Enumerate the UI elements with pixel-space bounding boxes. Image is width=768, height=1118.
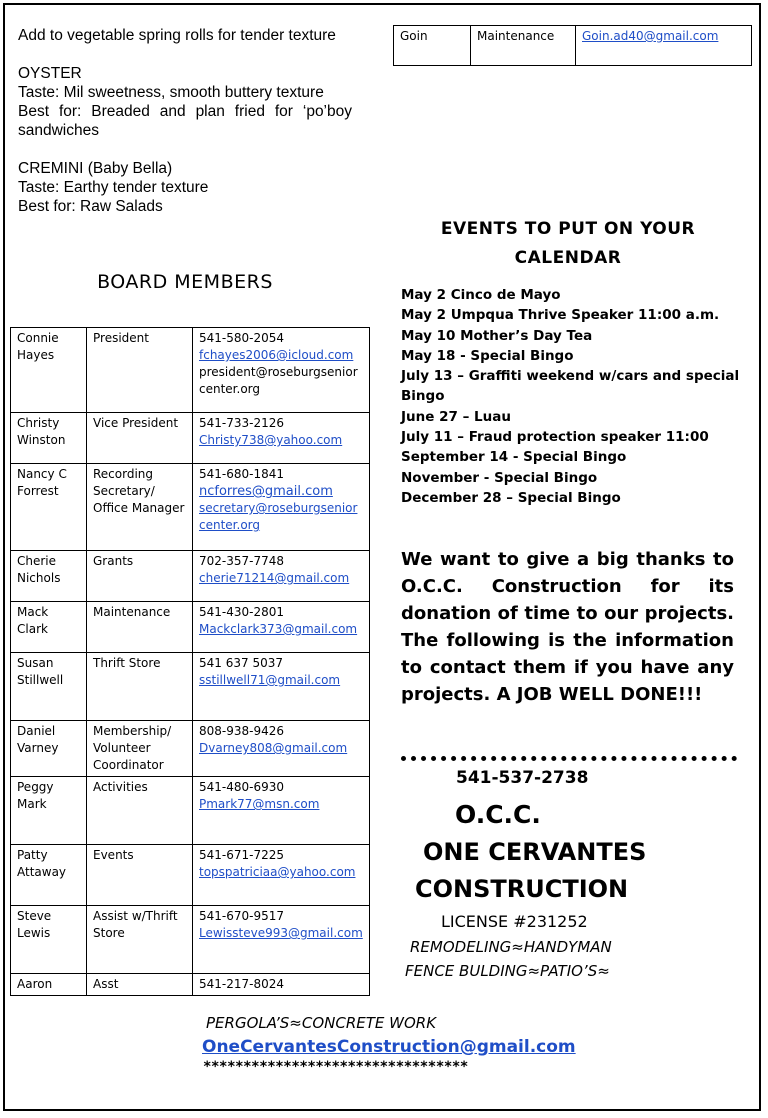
member-phone: 541-580-2054	[199, 331, 285, 345]
member-phone: 702-357-7748	[199, 554, 285, 568]
member-contact	[193, 328, 370, 413]
table-row	[11, 906, 370, 974]
event-item: November - Special Bingo	[401, 469, 598, 486]
member-contact	[193, 777, 370, 845]
event-item: July 13 – Graffiti weekend w/cars and special Bingo	[401, 368, 740, 405]
mushroom-name: CREMINI (Baby Bella)	[18, 160, 173, 177]
star-divider: *********************************	[203, 1059, 468, 1075]
event-item: May 2 Umpqua Thrive Speaker 11:00 a.m.	[401, 307, 720, 324]
table-row	[11, 777, 370, 845]
table-row	[11, 974, 370, 996]
member-role: Vice President	[87, 413, 193, 464]
member-contact	[576, 26, 752, 66]
occ-license: LICENSE #231252	[441, 912, 588, 931]
table-row	[11, 328, 370, 413]
email-link[interactable]: Christy738@yahoo.com	[199, 433, 343, 447]
member-role: Maintenance	[471, 26, 576, 66]
board-members-table	[10, 327, 370, 996]
member-name: Peggy Mark	[11, 777, 87, 845]
member-name: Mack Clark	[11, 602, 87, 653]
goin-table	[393, 25, 752, 66]
member-phone: 541 637 5037	[199, 656, 283, 670]
intro-line: Add to vegetable spring rolls for tender texture	[18, 27, 336, 44]
event-item: December 28 – Special Bingo	[401, 489, 621, 506]
email-link[interactable]: sstillwell71@gmail.com	[199, 673, 341, 687]
dotted-divider	[401, 756, 737, 761]
board-heading: BOARD MEMBERS	[97, 271, 273, 293]
thanks-paragraph: We want to give a big thanks to O.C.C. Construction for its donation of time to our projects. The following is the information to contact them if you have any projects. A JOB WELL DONE!!!	[401, 549, 734, 705]
member-contact	[193, 551, 370, 602]
member-role: Activities	[87, 777, 193, 845]
member-role: Events	[87, 845, 193, 906]
email-link[interactable]: fchayes2006@icloud.com	[199, 348, 354, 362]
member-phone: 808-938-9426	[199, 724, 285, 738]
email-link[interactable]: topspatriciaa@yahoo.com	[199, 865, 356, 879]
member-contact	[193, 653, 370, 721]
mushroom-best-for: Best for: Breaded and plan fried for ‘po’boy sandwiches	[18, 103, 352, 139]
member-name: Steve Lewis	[11, 906, 87, 974]
member-name: Patty Attaway	[11, 845, 87, 906]
member-role: President	[87, 328, 193, 413]
member-contact	[193, 602, 370, 653]
table-row	[11, 653, 370, 721]
member-contact	[193, 721, 370, 777]
member-name: Connie Hayes	[11, 328, 87, 413]
event-item: September 14 - Special Bingo	[401, 449, 627, 466]
events-list	[401, 285, 741, 508]
member-contact	[193, 464, 370, 551]
member-email-secondary: president@roseburgseniorcenter.org	[199, 365, 358, 396]
email-link[interactable]: Lewissteve993@gmail.com	[199, 926, 363, 940]
event-item: July 11 – Fraud protection speaker 11:00	[401, 429, 709, 446]
event-item: May 18 - Special Bingo	[401, 347, 574, 364]
email-link[interactable]: ncforres@gmail.com	[199, 484, 333, 499]
member-role: Grants	[87, 551, 193, 602]
table-row	[11, 464, 370, 551]
member-role: Membership/ Volunteer Coordinator	[87, 721, 193, 777]
member-role: Thrift Store	[87, 653, 193, 721]
mushroom-taste: Taste: Earthy tender texture	[18, 179, 209, 196]
occ-name-line2: CONSTRUCTION	[415, 875, 629, 903]
table-row	[11, 413, 370, 464]
email-link[interactable]: Mackclark373@gmail.com	[199, 622, 358, 636]
member-contact	[193, 906, 370, 974]
member-phone: 541-670-9517	[199, 909, 285, 923]
member-name: Aaron	[11, 974, 87, 996]
mushroom-taste: Taste: Mil sweetness, smooth buttery texture	[18, 84, 324, 101]
event-item: May 10 Mother’s Day Tea	[401, 327, 593, 344]
member-role: Recording Secretary/ Office Manager	[87, 464, 193, 551]
member-phone: 541-680-1841	[199, 467, 285, 481]
occ-services-line1: REMODELING≈HANDYMAN	[410, 938, 612, 956]
mushroom-name: OYSTER	[18, 65, 82, 82]
member-name: Daniel Varney	[11, 721, 87, 777]
member-phone: 541-733-2126	[199, 416, 285, 430]
occ-services-line3: PERGOLA’S≈CONCRETE WORK	[206, 1014, 437, 1032]
email-link[interactable]: Pmark77@msn.com	[199, 797, 320, 811]
member-contact	[193, 413, 370, 464]
occ-name-line1: ONE CERVANTES	[423, 838, 647, 866]
member-name: Goin	[394, 26, 471, 66]
event-item: May 2 Cinco de Mayo	[401, 287, 561, 303]
member-contact	[193, 974, 370, 996]
member-phone: 541-671-7225	[199, 848, 285, 862]
member-name: Cherie Nichols	[11, 551, 87, 602]
member-contact	[193, 845, 370, 906]
member-name: Christy Winston	[11, 413, 87, 464]
email-link[interactable]: cherie71214@gmail.com	[199, 571, 350, 585]
table-row	[394, 26, 752, 66]
email-link[interactable]: Dvarney808@gmail.com	[199, 741, 348, 755]
table-row	[11, 845, 370, 906]
table-row	[11, 551, 370, 602]
mushroom-guide	[18, 26, 352, 216]
member-role: Maintenance	[87, 602, 193, 653]
member-name: Nancy C Forrest	[11, 464, 87, 551]
table-row	[11, 721, 370, 777]
occ-phone: 541-537-2738	[456, 768, 589, 788]
event-item: June 27 – Luau	[401, 408, 511, 425]
table-row	[11, 602, 370, 653]
events-heading: EVENTS TO PUT ON YOUR CALENDAR	[440, 219, 696, 268]
member-role: Asst	[87, 974, 193, 996]
member-phone: 541-480-6930	[199, 780, 285, 794]
occ-abbreviation: O.C.C.	[455, 800, 541, 829]
member-role: Assist w/Thrift Store	[87, 906, 193, 974]
member-name: Susan Stillwell	[11, 653, 87, 721]
email-link-secondary[interactable]: secretary@roseburgseniorcenter.org	[199, 501, 358, 532]
mushroom-best-for: Best for: Raw Salads	[18, 198, 163, 215]
member-phone: 541-430-2801	[199, 605, 285, 619]
occ-email-link[interactable]: OneCervantesConstruction@gmail.com	[202, 1037, 576, 1057]
member-phone: 541-217-8024	[199, 977, 285, 991]
email-link[interactable]: Goin.ad40@gmail.com	[582, 29, 719, 43]
occ-services-line2: FENCE BULDING≈PATIO’S≈	[405, 962, 610, 980]
